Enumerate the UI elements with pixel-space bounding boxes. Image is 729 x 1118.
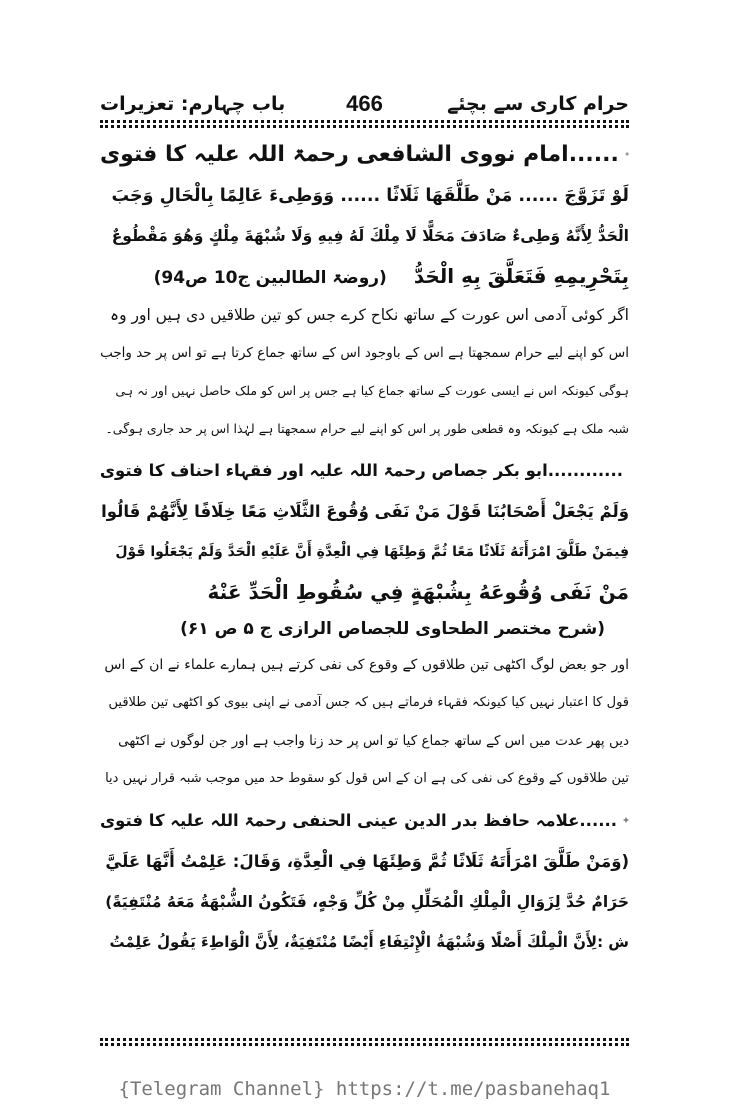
arabic-line: لَوْ تَزَوَّجَ ...... مَنْ طَلَّقَهَا ثَلَاثًا ...... وَوَطِىءَ عَالِمًا بِالْحَالِ وَجَبَ [111, 186, 629, 206]
arabic-line: الْحَدُّ لِأَنَّهُ وَطِىءٌ صَادَفَ مَحَلًّا لَا مِلْكَ لَهُ فِيهِ وَلَا شُبْهَةَ مِلْكٍ وَهُوَ مَقْطُوعٌ [111, 227, 629, 245]
watermark-text: {Telegram Channel} https://t.me/pasbanehaq1 [118, 1078, 611, 1100]
header-divider-secondary [100, 125, 629, 128]
arabic-quote [100, 492, 629, 612]
footer-divider [100, 1038, 629, 1041]
arabic-line: (وَمَنْ طَلَّقَ امْرَأَتَهُ ثَلَاثًا ثُمَّ وَطِئَهَا فِي الْعِدَّةِ، وَقَالَ: عَلِمْتُ أَنَّهَا عَلَيَّ [105, 852, 629, 871]
arabic-line: ش :لِأَنَّ الْمِلْكَ أَصْلًا وَشُبْهَةُ الْإِنْتِفَاءِ أَيْضًا مُنْتَفِيَةٌ، لِأَنَّ الْوَاطِءَ يَقُولُ عَلِمْتُ [109, 933, 629, 951]
section-heading [100, 132, 629, 176]
section-heading-text: ......علامہ حافظ بدر الدین عینی الحنفی رحمۃ اللہ علیہ کا فتوی [100, 810, 618, 830]
page-number: 466 [346, 91, 383, 116]
fatwa-section [100, 132, 629, 448]
urdu-translation [100, 296, 629, 448]
section-heading-text: ............ابو بکر جصاص رحمۃ اللہ علیہ اور فقہاء احناف کا فتوی [99, 460, 623, 480]
arabic-line: حَرَامٌ حُدَّ لِزَوَالِ الْمِلْكِ الْمُحَلِّلِ مِنْ كُلِّ وَجْهٍ، فَتَكُونُ الشُّبْهَةُ مَعَهُ مُنْتَفِيَةً) [105, 893, 629, 911]
urdu-line: اگر کوئی آدمی اس عورت کے ساتھ نکاح کرے جس کو تین طلاقیں دی ہیں اور وہ [109, 306, 629, 324]
arabic-quote [100, 842, 629, 962]
running-title: حرام کاری سے بچئے [447, 93, 629, 115]
footer-divider-secondary [100, 1043, 629, 1046]
arabic-line [100, 256, 629, 296]
section-heading-text: ......امام نووی الشافعی رحمۃ اللہ علیہ کا فتوی [100, 141, 619, 167]
fatwa-section [100, 448, 629, 798]
chapter-title: باب چہارم: تعزیرات [100, 93, 286, 115]
urdu-line: دیں پھر عدت میں اس کے ساتھ جماع کیا تو اس پر حد زنا واجب ہے اور جن لوگوں نے اکٹھی [118, 733, 629, 749]
urdu-line: شبہ ملک ہے کیونکہ وہ قطعی طور پر اس کو اپنے لیے حرام سمجھتا ہے لہٰذا اس پر حد جاری ہوگی۔ [105, 421, 629, 436]
urdu-line: ہوگی کیونکہ اس نے ایسی عورت کے ساتھ جماع کیا ہے جس پر اس کو ملک حاصل نہیں اور نہ ہی [115, 383, 629, 398]
page-content [100, 132, 629, 962]
flower-icon [623, 809, 629, 831]
urdu-line: اس کو اپنے لیے حرام سمجھتا ہے اس کے باوجود اس کے ساتھ جماع کرتا ہے تو اس پر حد واجب [100, 345, 629, 361]
header-divider [100, 120, 629, 123]
urdu-line: تین طلاقوں کے وقوع کی نفی کی ہے ان کے اس قول کو سقوط حد میں موجب شبہ قرار نہیں دیا [105, 771, 629, 786]
source-reference: (روضۃ الطالبین ج10 ص94) [153, 268, 387, 288]
urdu-line: قول کا اعتبار نہیں کیا کیونکہ فقہاء فرماتے ہیں کہ جس آدمی نے اپنی بیوی کو اکٹھی تین طلاقیں [108, 695, 629, 710]
arabic-line: فِيمَنْ طَلَّقَ امْرَأَتَهُ ثَلَاثًا مَعًا ثُمَّ وَطِئَهَا فِي الْعِدَّةِ أَنَّ عَلَيْهِ الْحَدَّ وَلَمْ يَجْعَلُوا قَوْلَ [115, 544, 629, 560]
flower-icon [625, 143, 629, 165]
section-heading [100, 798, 629, 842]
urdu-translation [100, 646, 629, 798]
arabic-line-text: بِتَحْرِيمِهِ فَتَعَلَّقَ بِهِ الْحَدُّ [413, 264, 629, 288]
arabic-line: مَنْ نَفَى وُقُوعَهُ بِشُبْهَةٍ فِي سُقُوطِ الْحَدِّ عَنْهُ [207, 580, 629, 604]
fatwa-section [100, 798, 629, 962]
arabic-quote [100, 176, 629, 296]
page-header [100, 86, 629, 122]
source-reference: (شرح مختصر الطحاوی للجصاص الرازی ج ۵ ص ۶۱) [180, 619, 605, 639]
arabic-line: وَلَمْ يَجْعَلْ أَصْحَابُنَا قَوْلَ مَنْ نَفَى وُقُوعَ الثَّلَاثِ مَعًا خِلَافًا لِأَنَّهُمْ قَالُوا [101, 502, 629, 521]
section-heading [100, 448, 629, 492]
urdu-line: اور جو بعض لوگ اکٹھی تین طلاقوں کے وقوع کی نفی کرتے ہیں ہمارے علماء نے ان کے اس [104, 657, 629, 673]
